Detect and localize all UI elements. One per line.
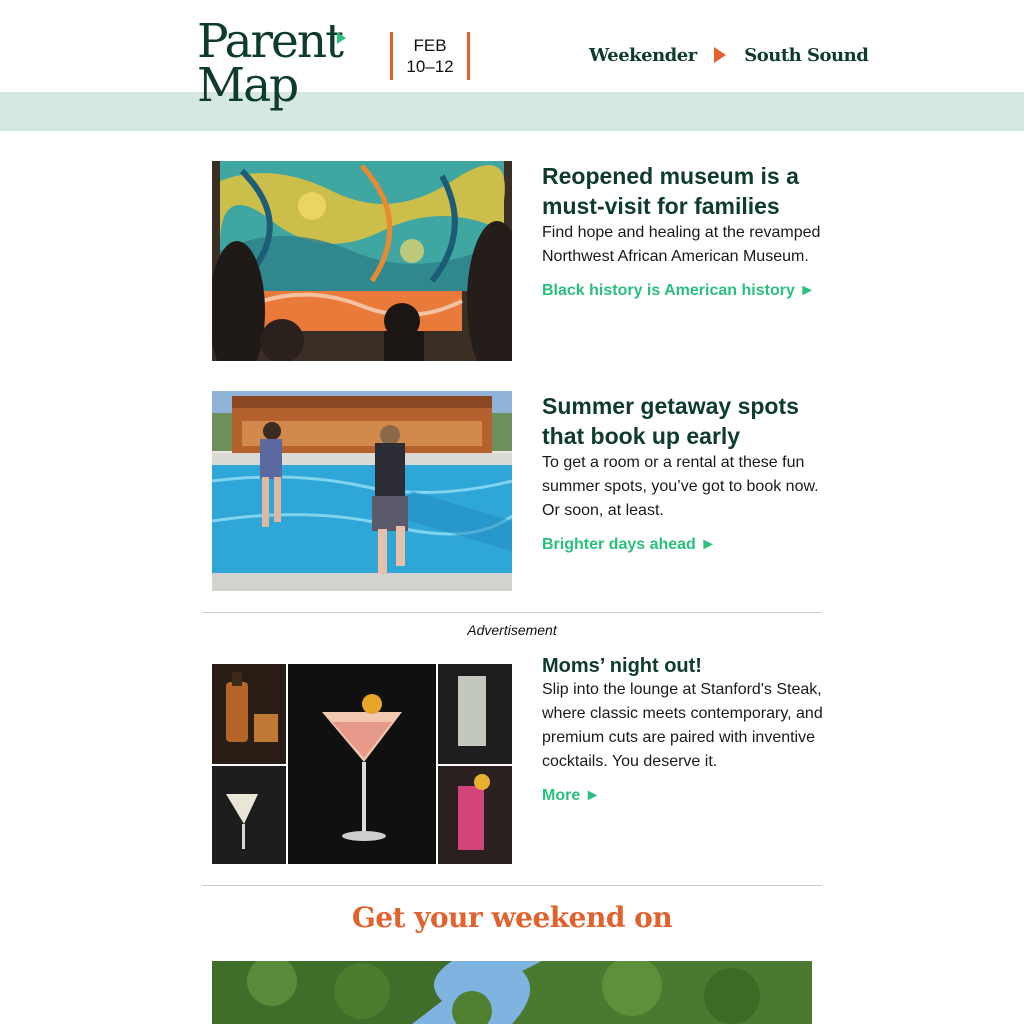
section-title: Get your weekend on bbox=[351, 901, 673, 934]
ad-moms-night bbox=[212, 655, 823, 864]
article-museum bbox=[212, 161, 822, 361]
article-description: Find hope and healing at the revamped Northwest African American Museum. bbox=[542, 224, 821, 265]
nav-weekender[interactable]: Weekender bbox=[589, 44, 697, 66]
nav-arrow-icon bbox=[714, 47, 726, 63]
trees-photo[interactable] bbox=[212, 961, 812, 1024]
ad-headline[interactable]: Moms’ night out! bbox=[542, 655, 702, 677]
article-summer-text bbox=[542, 391, 832, 557]
parentmap-logo[interactable] bbox=[197, 16, 357, 122]
logo-play-icon bbox=[337, 32, 346, 44]
newsletter-nav bbox=[589, 44, 868, 70]
divider bbox=[202, 612, 822, 613]
article-summer bbox=[212, 391, 822, 591]
pool-photo[interactable] bbox=[212, 391, 512, 591]
article-headline[interactable]: Summer getaway spots that book up early bbox=[542, 393, 799, 449]
logo-line2: Map bbox=[197, 58, 298, 113]
museum-photo[interactable] bbox=[212, 161, 512, 361]
date-month: FEB bbox=[413, 36, 447, 55]
header-band bbox=[0, 92, 1024, 131]
brighter-days-link[interactable]: Brighter days ahead ► bbox=[542, 536, 717, 553]
date-range: 10–12 bbox=[406, 57, 454, 76]
article-headline[interactable]: Reopened museum is a must-visit for families bbox=[542, 163, 799, 219]
ad-text bbox=[542, 654, 832, 808]
cocktail-collage-photo[interactable] bbox=[212, 664, 512, 864]
black-history-link[interactable]: Black history is American history ► bbox=[542, 282, 816, 299]
article-description: To get a room or a rental at these fun summer spots, you’ve got to book now. Or soon, at least. bbox=[542, 454, 819, 519]
article-museum-text bbox=[542, 161, 832, 303]
logo-line1: Parent bbox=[197, 14, 342, 69]
ad-more-link[interactable]: More ► bbox=[542, 787, 601, 804]
date-box bbox=[390, 32, 470, 80]
header bbox=[0, 0, 1024, 113]
nav-south-sound[interactable]: South Sound bbox=[744, 44, 869, 66]
ad-description: Slip into the lounge at Stanford's Steak, where classic meets contemporary, and premium cuts are paired with inventive cocktails. You deserve it. bbox=[542, 681, 823, 770]
divider bbox=[202, 885, 822, 886]
advertisement-label: Advertisement bbox=[467, 622, 557, 638]
